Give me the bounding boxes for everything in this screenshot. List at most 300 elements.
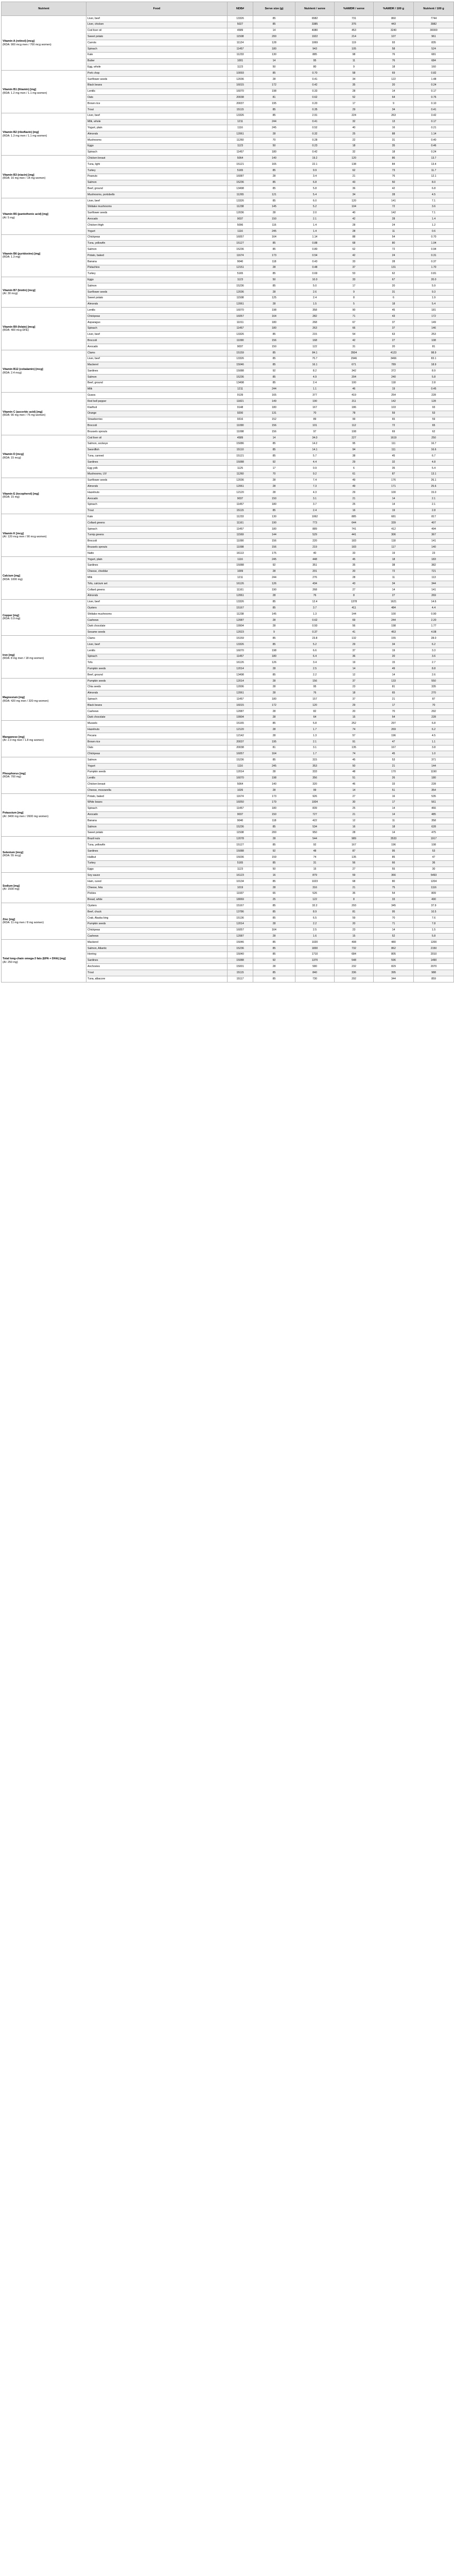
serve-size-cell: 85 [253,447,295,453]
food-cell: Beef, ground [86,186,228,192]
nutrient-per-serve-cell: 2.0 [295,210,335,216]
amdr-per-100g-cell: 21 [374,697,414,703]
nutrient-per-serve-cell: 80 [295,64,335,71]
nutrient-per-100g-cell: 7744 [414,16,454,22]
nutrient-per-100g-cell: 2.7 [414,660,454,666]
amdr-per-serve-cell: 548 [335,958,374,964]
nutrient-per-serve-cell: 5.8 [295,186,335,192]
amdr-per-100g-cell: 18 [374,824,414,830]
food-cell: Spinach [86,654,228,660]
ndb-cell: 9200 [228,411,253,417]
amdr-per-serve-cell: 94 [335,447,374,453]
ndb-cell: 15136 [228,915,253,921]
table-row [2,393,454,399]
ndb-cell: 10134 [228,879,253,885]
food-cell: Tofu, calcium set [86,581,228,587]
food-cell: Cheese, cheddar [86,569,228,575]
ndb-cell: 12120 [228,727,253,733]
nutrient-name: Copper [mg] [3,614,20,617]
nutrient-per-serve-cell: 2.4 [295,295,335,301]
amdr-per-serve-cell: 37 [335,697,374,703]
amdr-per-100g-cell: 100 [374,612,414,618]
nutrient-per-serve-cell: 268 [295,319,335,326]
nutrient-per-serve-cell: 40 [295,551,335,557]
amdr-per-100g-cell: 11 [374,575,414,581]
serve-size-cell: 65 [253,891,295,897]
serve-size-cell: 85 [253,860,295,867]
food-cell: Peanuts [86,174,228,180]
serve-size-cell: 28 [253,289,295,295]
food-cell: Turnip greens [86,532,228,538]
amdr-per-serve-cell: 61 [335,471,374,478]
food-cell: Butter [86,58,228,64]
ndb-cell: 12120 [228,490,253,496]
nutrient-per-100g-cell: 30 [414,867,454,873]
amdr-per-serve-cell: 37 [335,678,374,684]
food-cell: Almonds [86,301,228,308]
serve-size-cell: 50 [253,867,295,873]
amdr-per-serve-cell: 28 [335,830,374,836]
header-nutrient: Nutrient [2,2,86,16]
nutrient-per-serve-cell: 879 [295,873,335,879]
nutrient-per-serve-cell: 74 [295,854,335,860]
nutrient-group-cell [2,903,86,940]
food-cell: Shiitake mushrooms [86,612,228,618]
amdr-per-serve-cell: 40 [335,210,374,216]
nutrient-per-serve-cell: 5.8 [295,721,335,727]
amdr-per-100g-cell: 254 [374,393,414,399]
ndb-cell: 4589 [228,435,253,441]
serve-size-cell: 85 [253,879,295,885]
nutrient-per-serve-cell: 434 [295,581,335,587]
amdr-per-serve-cell: 11 [335,58,374,64]
nutrient-per-serve-cell: 1023 [295,879,335,885]
nutrient-name: Phosphorus [mg] [3,772,26,775]
ndb-cell: 18069 [228,897,253,903]
amdr-per-serve-cell: 46 [335,386,374,393]
nutrient-per-100g-cell: 5.9 [414,283,454,290]
serve-size-cell: 28 [253,769,295,775]
serve-size-cell: 126 [253,660,295,666]
food-cell: Salmon [86,824,228,830]
amdr-per-100g-cell: 62 [374,271,414,277]
nutrient-per-serve-cell: 23.8 [295,636,335,642]
amdr-per-serve-cell: 35 [335,563,374,569]
nutrient-per-100g-cell: 335 [414,684,454,690]
nutrient-per-serve-cell: 99 [295,788,335,794]
amdr-per-100g-cell: 28 [374,259,414,265]
food-cell: Black beans [86,82,228,89]
food-cell: Oysters [86,605,228,612]
nutrient-per-100g-cell: 3982 [414,22,454,28]
amdr-per-serve-cell: 989 [335,836,374,842]
amdr-per-100g-cell: 72 [374,247,414,253]
nutrient-per-100g-cell: 2.1 [414,496,454,502]
amdr-per-100g-cell: 263 [374,113,414,119]
ndb-cell: 12014 [228,769,253,775]
nutrient-per-serve-cell: 1922 [295,34,335,40]
ndb-cell: 15236 [228,757,253,764]
nutrient-per-100g-cell: 407 [414,520,454,527]
food-cell: Clams [86,636,228,642]
serve-size-cell: 150 [253,344,295,350]
serve-size-cell: 17 [253,465,295,471]
ndb-cell: 1116 [228,125,253,131]
ndb-cell: 11457 [228,697,253,703]
serve-size-cell: 200 [253,830,295,836]
food-cell: Trout [86,508,228,514]
amdr-per-serve-cell: 18 [335,690,374,697]
nutrient-per-serve-cell: 6.6 [295,648,335,654]
amdr-per-serve-cell: 51 [335,775,374,782]
amdr-per-serve-cell: 42 [335,338,374,344]
nutrient-per-serve-cell: 351 [295,563,335,569]
nutrient-per-100g-cell: 550 [414,678,454,684]
ndb-cell: 11457 [228,806,253,812]
nutrient-name: Vitamin D [mcg] [3,453,24,456]
amdr-per-serve-cell: 20 [335,708,374,715]
nutrient-per-serve-cell: 1.7 [295,727,335,733]
serve-size-cell: 28 [253,569,295,575]
food-cell: Chicken thigh [86,223,228,229]
amdr-per-serve-cell: 644 [335,520,374,527]
ndb-cell: 15236 [228,283,253,290]
amdr-per-serve-cell: 42 [335,253,374,259]
nutrient-per-serve-cell: 1710 [295,952,335,958]
nutrient-per-serve-cell: 839 [295,806,335,812]
nutrient-per-serve-cell: 0.52 [295,125,335,131]
amdr-per-serve-cell: 34 [335,192,374,198]
amdr-per-100g-cell: 34 [374,107,414,113]
food-cell: Bread, white [86,897,228,903]
food-cell: Hazelnuts [86,727,228,733]
serve-size-cell: 180 [253,405,295,411]
ndb-cell: 1116 [228,764,253,770]
ndb-cell: 15159 [228,350,253,356]
food-cell: Kale [86,52,228,58]
nutrient-per-serve-cell: 526 [295,891,335,897]
food-cell: Cashews [86,708,228,715]
amdr-per-serve-cell: 34 [335,76,374,82]
amdr-per-100g-cell: 6 [374,295,414,301]
nutrient-reference-note: (RDA: 1.3 mg men / 1.1 mg women) [3,134,47,138]
ndb-cell: 11161 [228,587,253,593]
nutrient-per-serve-cell: 1.6 [295,934,335,940]
amdr-per-100g-cell: 37 [374,319,414,326]
nutrient-per-100g-cell: 0.17 [414,119,454,125]
food-cell: Liver, beef [86,599,228,605]
nutrient-group-cell [2,599,86,636]
nutrient-per-serve-cell: 7.3 [295,484,335,490]
amdr-per-100g-cell: 84 [374,162,414,168]
nutrient-per-100g-cell: 160 [414,64,454,71]
food-cell: Salmon, sockeye [86,441,228,447]
food-cell: Carrots [86,40,228,46]
serve-size-cell: 245 [253,764,295,770]
serve-size-cell: 92 [253,563,295,569]
amdr-per-serve-cell: 17 [335,101,374,107]
amdr-per-100g-cell: 118 [374,380,414,386]
serve-size-cell: 85 [253,952,295,958]
serve-size-cell: 130 [253,52,295,58]
ndb-cell: 12023 [228,630,253,636]
serve-size-cell: 85 [253,362,295,368]
food-cell: Chickpeas [86,314,228,320]
ndb-cell: 11098 [228,545,253,551]
serve-size-cell: 28 [253,210,295,216]
amdr-per-100g-cell: 81 [374,684,414,690]
food-cell: Pumpkin seeds [86,769,228,775]
food-cell: Eggs [86,277,228,283]
ndb-cell: 9037 [228,216,253,223]
amdr-per-100g-cell: 366 [374,873,414,879]
food-cell: Spinach [86,806,228,812]
nutrient-per-100g-cell: 358 [414,818,454,824]
serve-size-cell: 85 [253,198,295,204]
nutrient-per-100g-cell: 7.1 [414,198,454,204]
nutrient-per-serve-cell: 76 [295,593,335,599]
food-cell: Mushrooms [86,137,228,143]
ndb-cell: 16126 [228,581,253,587]
nutrient-per-serve-cell: 950 [295,830,335,836]
nutrient-per-100g-cell: 11.7 [414,167,454,174]
nutrient-reference-note: (RDA: 8 mg men / 18 mg women) [3,657,44,660]
nutrient-name: Vitamin B3 (niacin) [mg] [3,173,34,177]
nutrient-per-100g-cell: 490 [414,897,454,903]
amdr-per-100g-cell: 33 [374,782,414,788]
food-cell: Potato, baked [86,253,228,259]
nutrient-per-100g-cell: 53 [414,849,454,855]
food-cell: Liver, beef [86,642,228,648]
amdr-per-100g-cell: 862 [374,945,414,952]
amdr-per-100g-cell: 18 [374,556,414,563]
amdr-per-100g-cell: 19 [374,648,414,654]
serve-size-cell: 85 [253,441,295,447]
serve-size-cell: 50 [253,277,295,283]
header-amdr-per-serve: %AMDR / serve [335,2,374,16]
amdr-per-100g-cell: 14 [374,672,414,679]
serve-size-cell: 128 [253,40,295,46]
nutrient-per-100g-cell: 15.0 [414,490,454,496]
nutrient-per-serve-cell: 0.62 [295,95,335,101]
serve-size-cell: 85 [253,945,295,952]
serve-size-cell: 149 [253,399,295,405]
ndb-cell: 15165 [228,721,253,727]
serve-size-cell: 195 [253,739,295,745]
serve-size-cell: 28 [253,76,295,82]
table-row [2,308,454,314]
amdr-per-serve-cell: 28 [335,228,374,234]
nutrient-per-100g-cell: 18.9 [414,362,454,368]
nutrient-per-serve-cell: 120 [295,703,335,709]
serve-size-cell: 244 [253,575,295,581]
table-row [2,940,454,946]
nutrient-per-serve-cell: 84.1 [295,350,335,356]
serve-size-cell: 195 [253,101,295,107]
nutrient-per-100g-cell: 1116 [414,885,454,891]
nutrient-per-100g-cell: 3.8 [414,745,454,751]
amdr-per-serve-cell: 132 [335,636,374,642]
food-cell: Sardines [86,368,228,375]
ndb-cell: 13326 [228,642,253,648]
serve-size-cell: 28 [253,478,295,484]
food-cell: Sweet potato [86,295,228,301]
ndb-cell: 15159 [228,636,253,642]
amdr-per-serve-cell: 120 [335,156,374,162]
nutrient-per-serve-cell: 1062 [295,514,335,520]
ndb-cell: 15121 [228,453,253,460]
amdr-per-100g-cell: 20 [374,82,414,89]
amdr-per-100g-cell: 38 [374,563,414,569]
food-cell: Collard greens [86,587,228,593]
serve-size-cell: 85 [253,909,295,916]
nutrient-per-100g-cell: 535 [414,794,454,800]
nutrient-per-100g-cell: 108 [414,338,454,344]
serve-size-cell: 81 [253,745,295,751]
nutrient-per-serve-cell: 5.0 [295,283,335,290]
amdr-per-100g-cell: 24 [374,223,414,229]
amdr-per-100g-cell: 170 [374,769,414,775]
amdr-per-serve-cell: 59 [335,915,374,921]
nutrient-per-serve-cell: 0.69 [295,271,335,277]
table-row [2,71,454,77]
amdr-per-serve-cell: 52 [335,95,374,101]
food-cell: Salmon, Atlantic [86,945,228,952]
ndb-cell: 9316 [228,417,253,423]
nutrient-per-serve-cell: 0.35 [295,107,335,113]
amdr-per-100g-cell: 142 [374,399,414,405]
ndb-cell: 20038 [228,95,253,101]
ndb-cell: 12014 [228,666,253,672]
ndb-cell: 15167 [228,903,253,909]
amdr-per-serve-cell: 741 [335,526,374,532]
food-cell: Red bell pepper [86,399,228,405]
food-cell: Pork chop [86,71,228,77]
nutrient-per-100g-cell: 0.17 [414,89,454,95]
serve-size-cell: 145 [253,612,295,618]
serve-size-cell: 85 [253,332,295,338]
ndb-cell: 1211 [228,119,253,125]
amdr-per-serve-cell: 98 [335,52,374,58]
food-cell: Pistachios [86,265,228,271]
ndb-cell: 11260 [228,137,253,143]
nutrient-per-100g-cell: 37.9 [414,903,454,909]
nutrient-per-serve-cell: 0.33 [295,89,335,95]
serve-size-cell: 16 [253,873,295,879]
nutrient-per-100g-cell: 354 [414,788,454,794]
amdr-per-serve-cell: 28 [335,89,374,95]
amdr-per-serve-cell: 68 [335,241,374,247]
amdr-per-serve-cell: 6 [335,465,374,471]
ndb-cell: 11161 [228,520,253,527]
amdr-per-100g-cell: 9 [374,101,414,107]
header-amdr-per-100g: %AMDR / 100 g [374,2,414,16]
nutrient-per-serve-cell: 5.2 [295,204,335,210]
amdr-per-100g-cell: 167 [374,745,414,751]
amdr-per-100g-cell: 11 [374,228,414,234]
serve-size-cell: 180 [253,149,295,156]
ndb-cell: 11090 [228,338,253,344]
ndb-cell: 1123 [228,64,253,71]
ndb-cell: 1116 [228,556,253,563]
serve-size-cell: 81 [253,95,295,101]
nutrient-per-100g-cell: 269 [414,593,454,599]
amdr-per-100g-cell: 86 [374,156,414,162]
ndb-cell: 16070 [228,308,253,314]
food-cell: Sardines [86,849,228,855]
nutrient-name: Sodium [mg] [3,884,20,888]
nutrient-per-100g-cell: 8.8 [414,666,454,672]
nutrient-per-serve-cell: 276 [295,575,335,581]
serve-size-cell: 85 [253,903,295,909]
amdr-per-100g-cell: 20 [374,654,414,660]
nutrient-per-100g-cell: 0.24 [414,149,454,156]
nutrient-per-100g-cell: 270 [414,690,454,697]
amdr-per-100g-cell: 34 [374,642,414,648]
serve-size-cell: 85 [253,940,295,946]
ndb-cell: 13326 [228,198,253,204]
amdr-per-100g-cell: 681 [374,514,414,520]
serve-size-cell: 28 [253,678,295,684]
nutrient-per-100g-cell: 14.6 [414,599,454,605]
nutrient-per-serve-cell: 7.4 [295,478,335,484]
nutrient-group-cell [2,277,86,308]
nutrient-per-serve-cell: 48 [295,849,335,855]
table-row [2,478,454,484]
amdr-per-serve-cell: 91 [335,739,374,745]
amdr-per-serve-cell: 87 [335,849,374,855]
food-cell: Turkey [86,860,228,867]
header-row [2,2,454,16]
nutrient-per-100g-cell: 16.7 [414,441,454,447]
amdr-per-serve-cell: 74 [335,751,374,757]
amdr-per-100g-cell: 35 [374,465,414,471]
serve-size-cell: 14 [253,435,295,441]
food-cell: Salmon [86,375,228,381]
food-cell: Sweet potato [86,830,228,836]
amdr-per-100g-cell: 70 [374,915,414,921]
amdr-per-serve-cell: 30 [335,800,374,806]
serve-size-cell: 156 [253,338,295,344]
amdr-per-100g-cell: 76 [374,174,414,180]
ndb-cell: 11238 [228,204,253,210]
table-row [2,721,454,727]
amdr-per-100g-cell: 480 [374,940,414,946]
amdr-per-serve-cell: 21 [335,812,374,818]
amdr-per-serve-cell: 342 [335,368,374,375]
food-cell: Chicken breast [86,782,228,788]
amdr-per-100g-cell: 15 [374,660,414,666]
food-cell: Lentils [86,775,228,782]
amdr-per-serve-cell: 43 [335,180,374,186]
nutrient-per-100g-cell: 1.04 [414,241,454,247]
ndb-cell: 12036 [228,478,253,484]
serve-size-cell: 92 [253,849,295,855]
amdr-per-serve-cell: 9 [335,289,374,295]
amdr-per-serve-cell: 14 [335,666,374,672]
nutrient-per-serve-cell: 3.4 [295,660,335,666]
amdr-per-serve-cell: 1378 [335,599,374,605]
nutrient-per-serve-cell: 4.3 [295,490,335,496]
nutrient-per-serve-cell: 70 [295,411,335,417]
food-cell: Brussels sprouts [86,429,228,435]
amdr-per-serve-cell: 885 [335,514,374,520]
nutrient-per-100g-cell: 0.41 [414,107,454,113]
ndb-cell: 5165 [228,271,253,277]
nutrient-group-cell [2,113,86,156]
food-cell: Turkey [86,271,228,277]
food-cell: Sweet potato [86,34,228,40]
